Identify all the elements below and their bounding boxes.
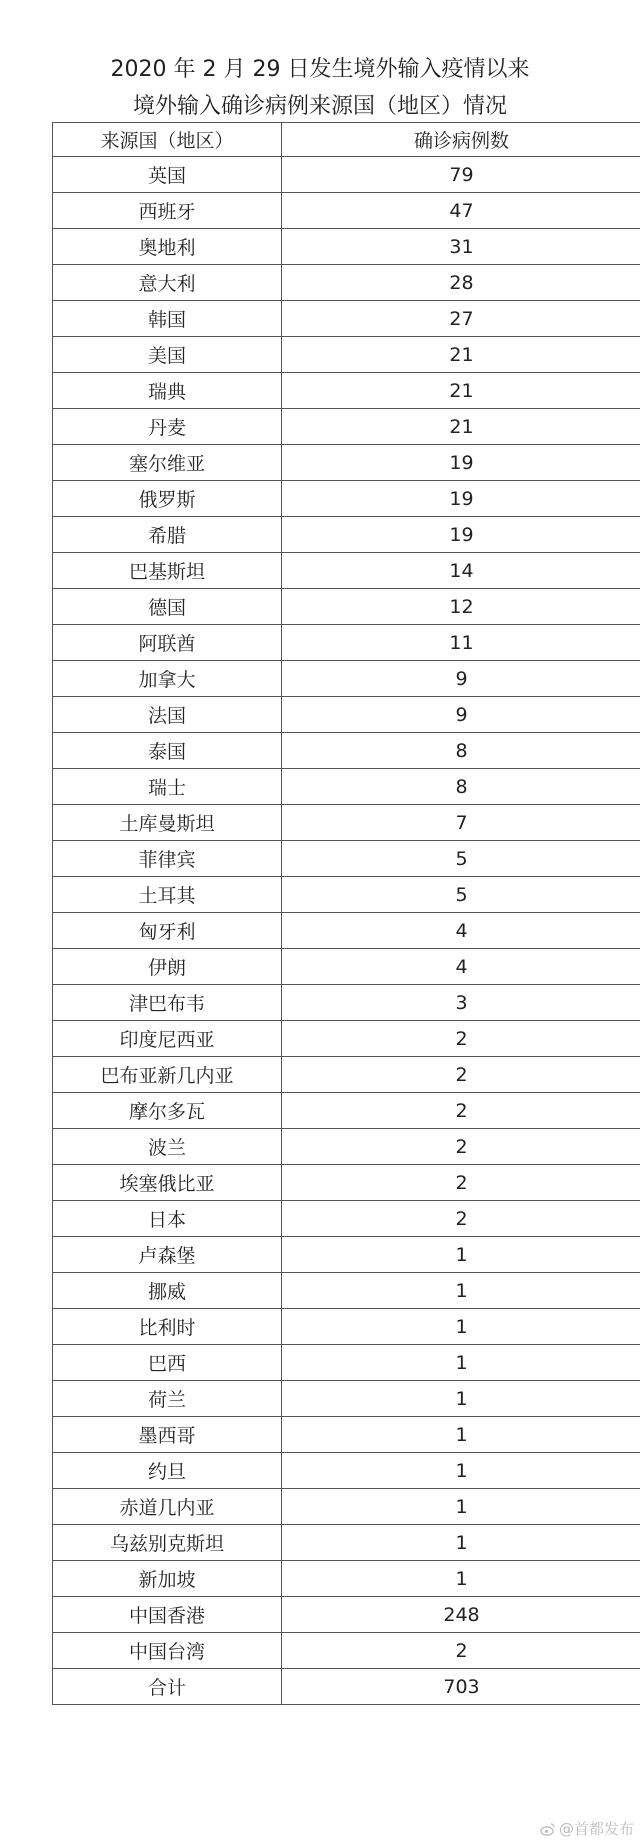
country-cell: 匈牙利 (53, 913, 282, 949)
country-cell: 阿联酋 (53, 625, 282, 661)
watermark-text: @首都发布 (558, 1820, 634, 1838)
case-count-cell: 7 (282, 805, 640, 841)
country-cell: 韩国 (53, 301, 282, 337)
watermark (540, 1818, 634, 1839)
country-cell: 法国 (53, 697, 282, 733)
country-cell: 津巴布韦 (53, 985, 282, 1021)
case-count-cell: 1 (282, 1237, 640, 1273)
country-cell: 塞尔维亚 (53, 445, 282, 481)
case-count-cell: 21 (282, 409, 640, 445)
table-row (53, 193, 640, 229)
country-cell: 波兰 (53, 1129, 282, 1165)
case-count-cell: 4 (282, 913, 640, 949)
country-cell: 比利时 (53, 1309, 282, 1345)
case-count-cell: 27 (282, 301, 640, 337)
country-cell: 奥地利 (53, 229, 282, 265)
country-cell: 丹麦 (53, 409, 282, 445)
country-cell: 伊朗 (53, 949, 282, 985)
case-count-cell: 3 (282, 985, 640, 1021)
table-row (53, 1057, 640, 1093)
table-row (53, 733, 640, 769)
case-count-cell: 8 (282, 733, 640, 769)
table-body (53, 157, 640, 1705)
table-row (53, 985, 640, 1021)
case-count-cell: 31 (282, 229, 640, 265)
country-cell: 乌兹别克斯坦 (53, 1525, 282, 1561)
table-row (53, 1381, 640, 1417)
table-row (53, 1453, 640, 1489)
cases-by-country-table (52, 122, 640, 1705)
case-count-cell: 14 (282, 553, 640, 589)
table-row (53, 769, 640, 805)
table-row (53, 1417, 640, 1453)
table-header-row (53, 123, 640, 157)
case-count-cell: 703 (282, 1669, 640, 1705)
country-cell: 巴布亚新几内亚 (53, 1057, 282, 1093)
country-cell: 菲律宾 (53, 841, 282, 877)
country-cell: 埃塞俄比亚 (53, 1165, 282, 1201)
table-row (53, 625, 640, 661)
table-row (53, 409, 640, 445)
case-count-cell: 1 (282, 1273, 640, 1309)
case-count-cell: 4 (282, 949, 640, 985)
case-count-cell: 19 (282, 481, 640, 517)
country-cell: 瑞典 (53, 373, 282, 409)
case-count-cell: 1 (282, 1381, 640, 1417)
case-count-cell: 9 (282, 661, 640, 697)
country-cell: 英国 (53, 157, 282, 193)
case-count-cell: 1 (282, 1345, 640, 1381)
country-cell: 约旦 (53, 1453, 282, 1489)
country-cell: 土耳其 (53, 877, 282, 913)
table-row (53, 445, 640, 481)
case-count-cell: 2 (282, 1093, 640, 1129)
case-count-cell: 248 (282, 1597, 640, 1633)
country-cell: 加拿大 (53, 661, 282, 697)
case-count-cell: 11 (282, 625, 640, 661)
table-row (53, 1201, 640, 1237)
case-count-cell: 8 (282, 769, 640, 805)
country-cell: 土库曼斯坦 (53, 805, 282, 841)
table-row (53, 517, 640, 553)
table-row (53, 1309, 640, 1345)
country-cell: 日本 (53, 1201, 282, 1237)
table-row (53, 661, 640, 697)
country-cell: 美国 (53, 337, 282, 373)
case-count-cell: 2 (282, 1057, 640, 1093)
country-cell: 卢森堡 (53, 1237, 282, 1273)
country-cell: 俄罗斯 (53, 481, 282, 517)
case-count-cell: 2 (282, 1021, 640, 1057)
table-row (53, 913, 640, 949)
country-cell: 中国台湾 (53, 1633, 282, 1669)
case-count-cell: 79 (282, 157, 640, 193)
case-count-cell: 19 (282, 445, 640, 481)
table-row (53, 1021, 640, 1057)
table-row (53, 1561, 640, 1597)
case-count-cell: 5 (282, 877, 640, 913)
table-row (53, 1093, 640, 1129)
country-cell: 赤道几内亚 (53, 1489, 282, 1525)
table-row (53, 1525, 640, 1561)
case-count-cell: 12 (282, 589, 640, 625)
table-row (53, 337, 640, 373)
table-row (53, 1237, 640, 1273)
country-cell: 巴西 (53, 1345, 282, 1381)
case-count-cell: 5 (282, 841, 640, 877)
case-count-cell: 2 (282, 1201, 640, 1237)
table-row (53, 589, 640, 625)
case-count-cell: 21 (282, 337, 640, 373)
table-row (53, 265, 640, 301)
table-row (53, 229, 640, 265)
table-row (53, 1129, 640, 1165)
case-count-cell: 2 (282, 1165, 640, 1201)
table-row (53, 949, 640, 985)
table-row (53, 1345, 640, 1381)
country-cell: 泰国 (53, 733, 282, 769)
country-cell: 荷兰 (53, 1381, 282, 1417)
case-count-cell: 21 (282, 373, 640, 409)
country-cell: 合计 (53, 1669, 282, 1705)
table-row (53, 1669, 640, 1705)
table-row (53, 301, 640, 337)
country-cell: 瑞士 (53, 769, 282, 805)
country-cell: 西班牙 (53, 193, 282, 229)
table-row (53, 553, 640, 589)
country-cell: 挪威 (53, 1273, 282, 1309)
case-count-cell: 19 (282, 517, 640, 553)
case-count-cell: 9 (282, 697, 640, 733)
case-count-cell: 1 (282, 1489, 640, 1525)
table-row (53, 373, 640, 409)
weibo-icon (540, 1821, 556, 1837)
table-row (53, 1633, 640, 1669)
case-count-cell: 2 (282, 1633, 640, 1669)
country-cell: 意大利 (53, 265, 282, 301)
document-title-line-2: 境外输入确诊病例来源国（地区）情况 (132, 94, 507, 119)
document-title-line-1: 2020 年 2 月 29 日发生境外输入疫情以来 (110, 57, 530, 82)
country-cell: 印度尼西亚 (53, 1021, 282, 1057)
country-cell: 摩尔多瓦 (53, 1093, 282, 1129)
country-cell: 巴基斯坦 (53, 553, 282, 589)
case-count-cell: 2 (282, 1129, 640, 1165)
country-cell: 墨西哥 (53, 1417, 282, 1453)
country-cell: 德国 (53, 589, 282, 625)
table-row (53, 805, 640, 841)
case-count-cell: 1 (282, 1525, 640, 1561)
table-row (53, 841, 640, 877)
case-count-cell: 1 (282, 1309, 640, 1345)
table-row (53, 1597, 640, 1633)
table-row (53, 1165, 640, 1201)
case-count-cell: 28 (282, 265, 640, 301)
country-cell: 中国香港 (53, 1597, 282, 1633)
header-case-count: 确诊病例数 (282, 123, 640, 157)
table-row (53, 877, 640, 913)
header-country: 来源国（地区） (53, 123, 282, 157)
table-row (53, 1273, 640, 1309)
case-count-cell: 1 (282, 1561, 640, 1597)
table-row (53, 1489, 640, 1525)
case-count-cell: 47 (282, 193, 640, 229)
table-row (53, 697, 640, 733)
country-cell: 新加坡 (53, 1561, 282, 1597)
case-count-cell: 1 (282, 1453, 640, 1489)
case-count-cell: 1 (282, 1417, 640, 1453)
country-cell: 希腊 (53, 517, 282, 553)
table-row (53, 481, 640, 517)
table-row (53, 157, 640, 193)
